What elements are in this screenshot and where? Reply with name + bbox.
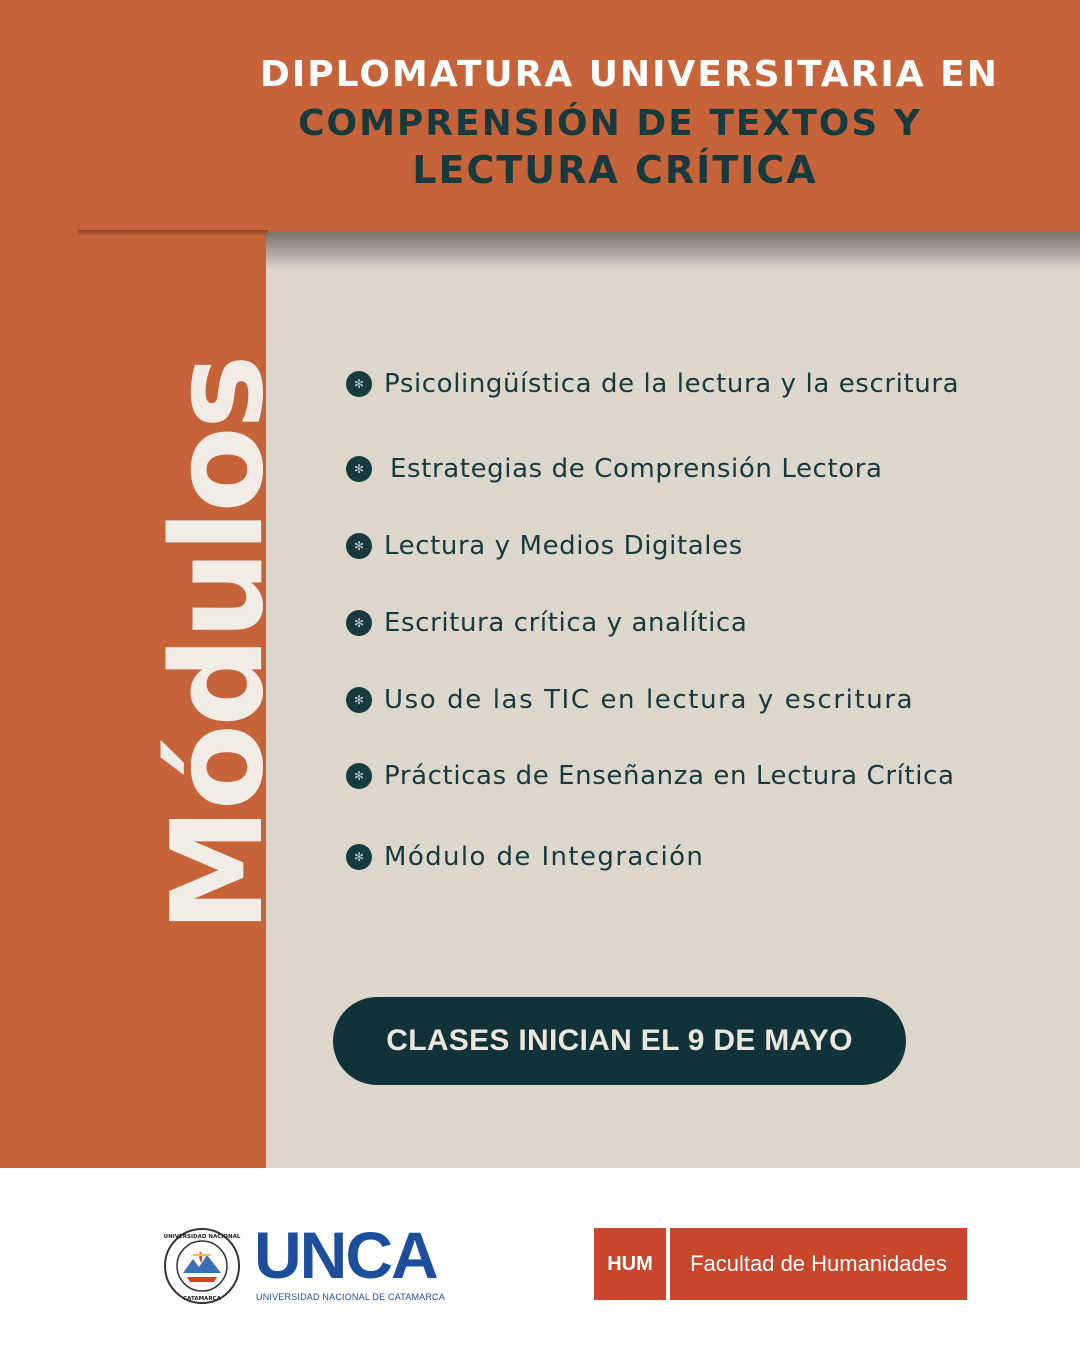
module-label: Prácticas de Enseñanza en Lectura Crítica [384, 761, 955, 791]
university-seal-logo [163, 1227, 241, 1305]
svg-text:CATAMARCA: CATAMARCA [183, 1296, 221, 1302]
start-date-button[interactable] [333, 997, 906, 1085]
asterisk-bullet-icon: ✻ [346, 456, 372, 482]
title-line-1: DIPLOMATURA UNIVERSITARIA EN [260, 54, 999, 95]
module-item [346, 761, 954, 791]
module-item [346, 531, 743, 561]
module-item [346, 842, 704, 872]
module-item [346, 685, 914, 715]
header [0, 0, 1080, 232]
asterisk-bullet-icon: ✻ [346, 844, 372, 870]
unca-logo-text: UNCA [254, 1218, 437, 1292]
asterisk-bullet-icon: ✻ [346, 371, 372, 397]
asterisk-bullet-icon: ✻ [346, 763, 372, 789]
edge-shadow [78, 230, 268, 236]
module-label: Módulo de Integración [384, 842, 705, 872]
module-label: Lectura y Medios Digitales [384, 531, 743, 561]
title-line-2: COMPRENSIÓN DE TEXTOS Y [298, 103, 922, 144]
title-line-3: LECTURA CRÍTICA [412, 148, 818, 192]
module-item [346, 608, 747, 638]
module-label: Estrategias de Comprensión Lectora [390, 454, 883, 484]
module-item [346, 454, 883, 484]
start-date-label: CLASES INICIAN EL 9 DE MAYO [386, 1024, 853, 1057]
panel-shadow [266, 232, 1080, 270]
faculty-logo [670, 1228, 967, 1300]
hum-label: HUM [607, 1252, 653, 1275]
asterisk-bullet-icon: ✻ [346, 687, 372, 713]
hum-logo [594, 1228, 666, 1300]
asterisk-bullet-icon: ✻ [346, 610, 372, 636]
modules-vertical-heading: Módulos [144, 357, 291, 933]
faculty-label: Facultad de Humanidades [690, 1251, 947, 1276]
module-label: Psicolingüística de la lectura y la escritura [384, 369, 960, 399]
asterisk-bullet-icon: ✻ [346, 533, 372, 559]
unca-subtitle: UNIVERSIDAD NACIONAL DE CATAMARCA [256, 1292, 445, 1302]
module-label: Escritura crítica y analítica [384, 608, 748, 638]
module-label: Uso de las TIC en lectura y escritura [384, 685, 915, 715]
svg-text:UNIVERSIDAD NACIONAL: UNIVERSIDAD NACIONAL [163, 1234, 241, 1240]
module-item [346, 369, 959, 399]
